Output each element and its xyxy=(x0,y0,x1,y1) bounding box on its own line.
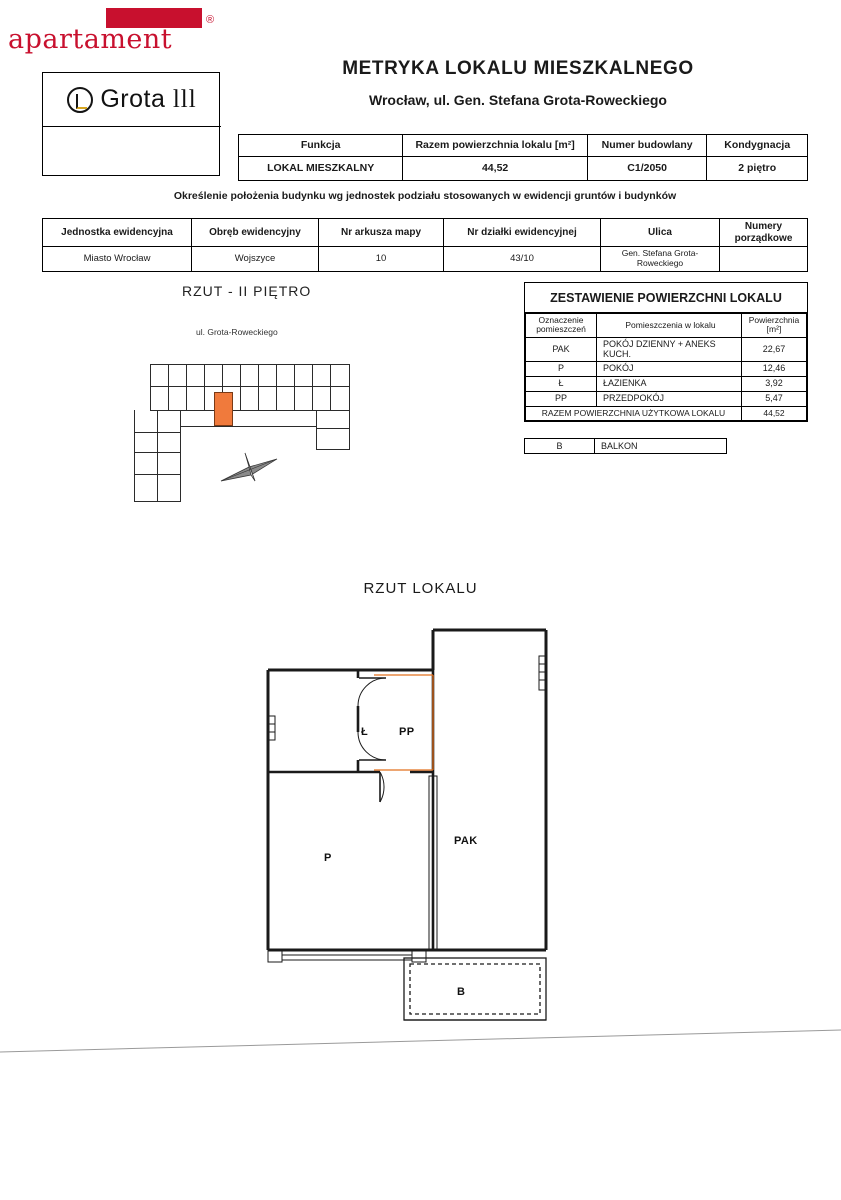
row-name: POKÓJ DZIENNY + ANEKS KUCH. xyxy=(597,337,742,362)
val-kondygnacja: 2 piętro xyxy=(707,157,808,181)
balcony-name: BALKON xyxy=(595,439,727,454)
room-label-lazienka: Ł xyxy=(361,726,369,738)
table-row xyxy=(526,377,807,392)
col-obreb: Obręb ewidencyjny xyxy=(192,219,319,247)
col-ulica: Ulica xyxy=(601,219,720,247)
compass-icon xyxy=(215,447,285,499)
val-arkusz: 10 xyxy=(319,247,444,272)
table-row xyxy=(525,439,727,454)
brand-name: apartament xyxy=(8,24,173,55)
row-code: Ł xyxy=(526,377,597,392)
project-logo-box xyxy=(42,72,220,176)
building-site-plan xyxy=(120,352,500,532)
balcony-code: B xyxy=(525,439,595,454)
val-powierzchnia: 44,52 xyxy=(403,157,587,181)
project-logo xyxy=(43,73,221,127)
balcony-row-table xyxy=(524,438,727,454)
street-label: ul. Grota-Roweckiego xyxy=(196,327,278,337)
floorplan-drawing xyxy=(258,620,578,1040)
col-pomieszczenia: Pomieszczenia w lokalu xyxy=(597,314,742,338)
val-dzialka: 43/10 xyxy=(444,247,601,272)
table-row-total xyxy=(526,407,807,421)
table-row xyxy=(526,337,807,362)
col-powierzchnia-l1: Powierzchnia xyxy=(748,315,800,325)
area-summary-box xyxy=(524,282,808,422)
row-area: 12,46 xyxy=(742,362,807,377)
row-area: 22,67 xyxy=(742,337,807,362)
area-summary-table xyxy=(525,313,807,421)
room-label-przedpokoj: PP xyxy=(399,726,415,738)
table-row xyxy=(526,362,807,377)
col-powierzchnia: Razem powierzchnia lokalu [m²] xyxy=(403,135,587,157)
total-value: 44,52 xyxy=(742,407,807,421)
table-row-header xyxy=(239,135,808,157)
page-title: METRYKA LOKALU MIESZKALNEGO xyxy=(342,58,694,79)
row-name: POKÓJ xyxy=(597,362,742,377)
val-obreb: Wojszyce xyxy=(192,247,319,272)
project-logo-text xyxy=(100,85,196,114)
table-row xyxy=(526,392,807,407)
table-row xyxy=(43,247,808,272)
room-label-balkon: B xyxy=(457,986,466,998)
brand-logo xyxy=(8,8,215,56)
page-subtitle: Wrocław, ul. Gen. Stefana Grota-Roweckiego xyxy=(369,92,667,108)
apartment-floorplan xyxy=(258,620,578,1040)
table-row xyxy=(239,157,808,181)
val-numery xyxy=(720,247,808,272)
col-funkcja: Funkcja xyxy=(239,135,403,157)
val-jednostka: Miasto Wrocław xyxy=(43,247,192,272)
col-dzialka: Nr działki ewidencyjnej xyxy=(444,219,601,247)
col-oznaczenie-l1: Oznaczenie xyxy=(538,315,584,325)
col-oznaczenie-l2: pomieszczeń xyxy=(536,324,586,335)
floorplan-title: RZUT LOKALU xyxy=(363,580,478,597)
val-numer-budowlany: C1/2050 xyxy=(587,157,707,181)
highlighted-unit xyxy=(214,392,233,426)
col-arkusz: Nr arkusza mapy xyxy=(319,219,444,247)
location-caption: Określenie położenia budynku wg jednostek podziału stosowanych w ewidencji gruntów i budynków xyxy=(173,190,677,202)
row-area: 3,92 xyxy=(742,377,807,392)
col-numery: Numery porządkowe xyxy=(720,219,808,247)
row-name: ŁAZIENKA xyxy=(597,377,742,392)
row-code: P xyxy=(526,362,597,377)
room-label-pokoj: P xyxy=(324,852,332,864)
col-jednostka: Jednostka ewidencyjna xyxy=(43,219,192,247)
area-summary-title: ZESTAWIENIE POWIERZCHNI LOKALU xyxy=(525,283,807,313)
table-row-header xyxy=(43,219,808,247)
row-code: PP xyxy=(526,392,597,407)
col-powierzchnia xyxy=(742,314,807,338)
col-powierzchnia-l2: [m²] xyxy=(766,324,782,335)
grota-emblem-icon xyxy=(67,87,93,113)
row-area: 5,47 xyxy=(742,392,807,407)
val-ulica: Gen. Stefana Grota-Roweckiego xyxy=(601,247,720,272)
info-table xyxy=(238,134,808,181)
registered-mark: ® xyxy=(206,14,215,26)
project-number: lll xyxy=(172,86,197,113)
table-row-header xyxy=(526,314,807,338)
row-code: PAK xyxy=(526,337,597,362)
site-plan-title: RZUT - II PIĘTRO xyxy=(182,283,312,299)
val-funkcja: LOKAL MIESZKALNY xyxy=(239,157,403,181)
col-numer-budowlany: Numer budowlany xyxy=(587,135,707,157)
col-oznaczenie xyxy=(526,314,597,338)
col-kondygnacja: Kondygnacja xyxy=(707,135,808,157)
row-name: PRZEDPOKÓJ xyxy=(597,392,742,407)
project-name: Grota xyxy=(100,85,166,113)
room-label-pak: PAK xyxy=(454,835,478,847)
total-label: RAZEM POWIERZCHNIA UŻYTKOWA LOKALU xyxy=(526,407,742,421)
scan-artifact-line xyxy=(0,1028,841,1054)
ewidencja-table xyxy=(42,218,808,272)
